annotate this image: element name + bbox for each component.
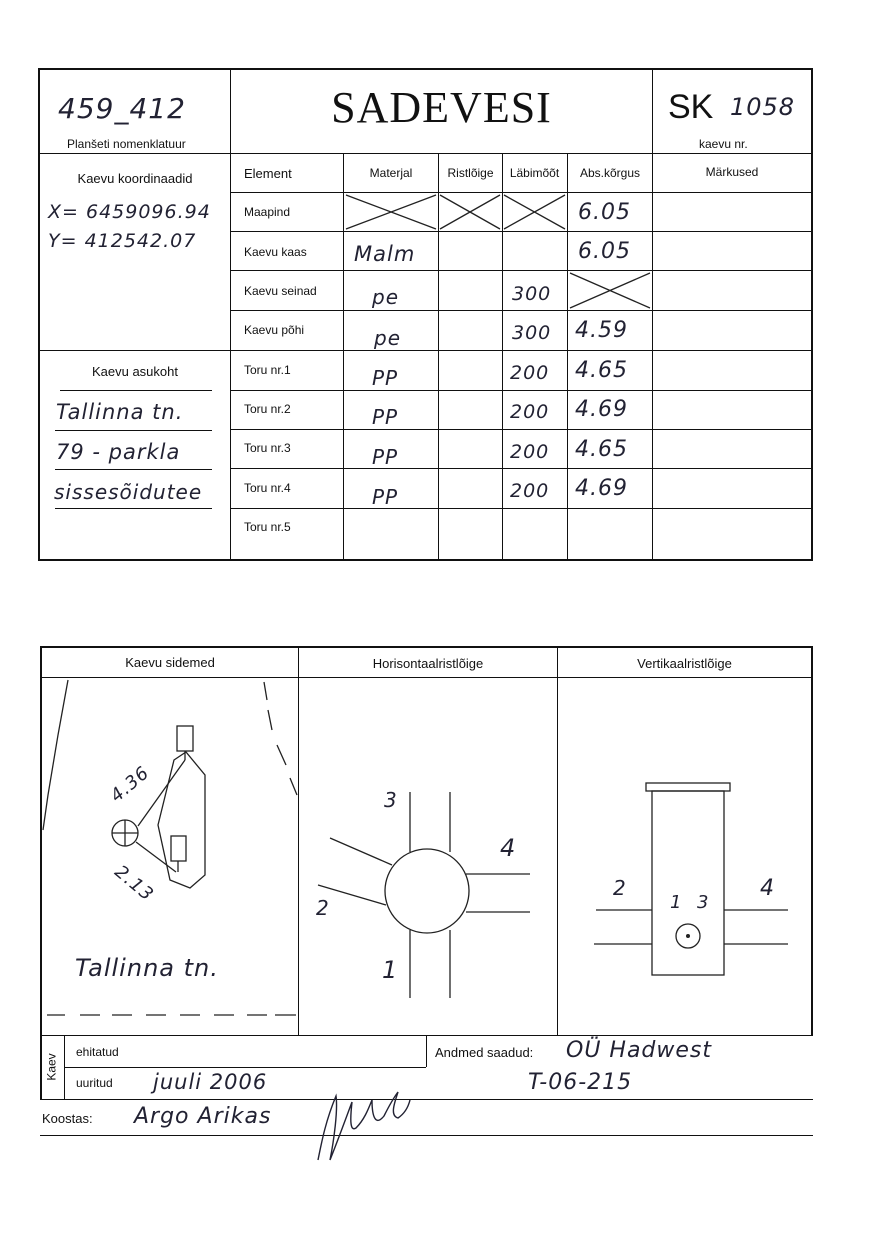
row-material: pe — [372, 285, 399, 309]
coordinates-label: Kaevu koordinaadid — [77, 171, 193, 186]
data-source: OÜ Hadwest — [566, 1038, 713, 1063]
form-title: SADEVESI — [331, 83, 552, 132]
header-abs-height: Abs.kõrgus — [579, 166, 641, 180]
pipe-label-2: 2 — [316, 896, 330, 920]
row-material: Malm — [354, 242, 416, 266]
location-line-3: sissesõidutee — [54, 480, 203, 504]
tie-distance-1: 4.36 — [106, 762, 154, 807]
location-line-2: 79 - parkla — [56, 440, 181, 464]
row-element: Toru nr.2 — [244, 402, 291, 416]
pipe-label-4: 4 — [500, 834, 517, 862]
row-diameter: 200 — [510, 401, 550, 423]
v-pipe-label-4: 4 — [760, 876, 775, 901]
row-material: PP — [372, 445, 399, 469]
row-diameter: 200 — [510, 362, 550, 384]
row-diameter: 300 — [512, 283, 552, 305]
sk-label: SK — [668, 88, 714, 126]
location-line-1: Tallinna tn. — [56, 400, 184, 424]
sheet-number-label: Planšeti nomenklatuur — [67, 137, 186, 151]
coordinate-x: X= 6459096.94 — [48, 201, 211, 223]
row-element: Toru nr.5 — [244, 520, 291, 534]
sheet-number: 459_412 — [58, 92, 186, 125]
coordinate-y: Y= 412542.07 — [48, 230, 197, 252]
v-pipe-label-3: 3 — [697, 892, 710, 913]
row-element: Toru nr.1 — [244, 363, 291, 377]
v-pipe-label-2: 2 — [613, 876, 627, 900]
location-label: Kaevu asukoht — [91, 364, 178, 379]
tie-distance-2: 2.13 — [110, 861, 158, 906]
row-element: Kaevu kaas — [244, 245, 307, 259]
row-element: Kaevu seinad — [244, 284, 317, 298]
vertical-section-header: Vertikaalristlõige — [637, 656, 732, 671]
data-source-label: Andmed saadud: — [435, 1045, 534, 1060]
header-diameter: Läbimõõt — [509, 166, 560, 180]
row-diameter: 200 — [510, 441, 550, 463]
row-diameter: 200 — [510, 480, 550, 502]
row-material: PP — [372, 485, 399, 509]
row-abs-height: 4.65 — [575, 437, 628, 462]
row-material: pe — [374, 326, 401, 350]
header-material: Materjal — [369, 166, 413, 180]
street-name: Tallinna tn. — [75, 954, 219, 982]
horizontal-section-header: Horisontaalristlõige — [372, 656, 484, 671]
compiled-label: Koostas: — [42, 1111, 93, 1126]
compiled-by: Argo Arikas — [134, 1104, 272, 1129]
row-abs-height: 4.69 — [575, 397, 628, 422]
pipe-label-3: 3 — [384, 788, 398, 812]
row-abs-height: 6.05 — [578, 239, 631, 264]
pipe-label-1: 1 — [382, 956, 399, 984]
row-abs-height: 4.69 — [575, 476, 628, 501]
row-abs-height: 4.59 — [575, 318, 628, 343]
row-element: Toru nr.3 — [244, 441, 291, 455]
row-abs-height: 4.65 — [575, 358, 628, 383]
row-diameter: 300 — [512, 322, 552, 344]
well-number-label: kaevu nr. — [699, 137, 748, 151]
surveyed-label: uuritud — [76, 1076, 113, 1090]
row-element: Toru nr.4 — [244, 481, 291, 495]
v-pipe-label-1: 1 — [670, 892, 683, 913]
header-element: Element — [244, 166, 292, 181]
surveyed-date: juuli 2006 — [153, 1070, 268, 1094]
row-abs-height: 6.05 — [578, 200, 631, 225]
row-element: Maapind — [244, 205, 291, 219]
row-material: PP — [372, 405, 399, 429]
header-remarks: Märkused — [705, 165, 759, 179]
row-element: Kaevu põhi — [244, 323, 305, 337]
ties-header: Kaevu sidemed — [125, 655, 215, 670]
built-label: ehitatud — [76, 1045, 119, 1059]
header-cross-section: Ristlõige — [447, 166, 494, 180]
well-number: 1058 — [730, 93, 796, 121]
well-vertical-label: Kaev — [44, 1053, 59, 1081]
data-reference: T-06-215 — [528, 1070, 633, 1095]
row-material: PP — [372, 366, 399, 390]
